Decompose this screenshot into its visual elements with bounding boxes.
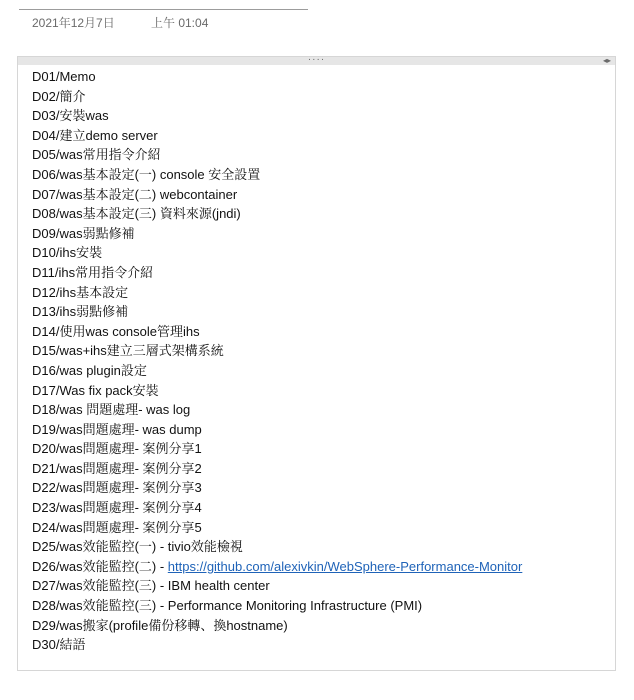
list-item[interactable] — [32, 381, 602, 401]
list-item[interactable] — [32, 635, 602, 655]
note-container[interactable] — [17, 56, 616, 671]
list-item[interactable] — [32, 302, 602, 322]
list-item[interactable] — [32, 204, 602, 224]
list-item-text: D04/建立demo server — [32, 127, 158, 143]
list-item-text: D29/was搬家(profile備份移轉、換hostname) — [32, 617, 288, 633]
list-item[interactable] — [32, 243, 602, 263]
list-item[interactable] — [32, 616, 602, 636]
list-item[interactable] — [32, 478, 602, 498]
list-item-text: D08/was基本設定(三) 資料來源(jndi) — [32, 206, 241, 222]
list-item-text: D14/使用was console管理ihs — [32, 323, 200, 339]
list-item-text: D01/Memo — [32, 69, 96, 84]
list-item-text: D20/was問題處理- 案例分享1 — [32, 441, 202, 457]
drag-handle-icon[interactable]: ···· — [307, 54, 326, 65]
list-item-text: D12/ihs基本設定 — [32, 284, 129, 300]
list-item[interactable] — [32, 498, 602, 518]
list-item[interactable] — [32, 341, 602, 361]
list-item-text: D26/was效能監控(二) - — [32, 558, 168, 574]
list-item[interactable] — [32, 165, 602, 185]
list-item[interactable] — [32, 106, 602, 126]
list-item-text: D10/ihs安裝 — [32, 245, 103, 261]
list-item-text: D24/was問題處理- 案例分享5 — [32, 519, 202, 535]
list-item-text: D21/was問題處理- 案例分享2 — [32, 460, 202, 476]
list-item[interactable] — [32, 145, 602, 165]
list-item[interactable] — [32, 537, 602, 557]
container-title-bar[interactable] — [18, 54, 615, 65]
list-item[interactable] — [32, 518, 602, 538]
list-item-text: D25/was效能監控(一) - tivio效能檢視 — [32, 539, 243, 555]
list-item-text: D19/was問題處理- was dump — [32, 421, 202, 437]
list-item[interactable] — [32, 67, 602, 87]
list-item[interactable] — [32, 263, 602, 283]
list-item[interactable] — [32, 400, 602, 420]
list-item[interactable] — [32, 87, 602, 107]
list-item-text: D18/was 問題處理- was log — [32, 402, 191, 418]
list-item[interactable] — [32, 126, 602, 146]
meta-divider — [19, 9, 308, 10]
list-item[interactable] — [32, 557, 602, 577]
list-item-text: D02/簡介 — [32, 88, 86, 104]
list-item-text: D22/was問題處理- 案例分享3 — [32, 480, 202, 496]
list-item-text: D15/was+ihs建立三層式架構系統 — [32, 343, 224, 359]
list-item[interactable] — [32, 224, 602, 244]
list-item-text: D27/was效能監控(三) - IBM health center — [32, 578, 270, 594]
list-item[interactable] — [32, 576, 602, 596]
list-item[interactable] — [32, 439, 602, 459]
list-item[interactable] — [32, 420, 602, 440]
list-item[interactable] — [32, 596, 602, 616]
list-item-text: D23/was問題處理- 案例分享4 — [32, 500, 202, 516]
page-date: 2021年12月7日 — [32, 16, 115, 30]
list-item[interactable] — [32, 283, 602, 303]
resize-handle-icon[interactable]: ◂▸ — [602, 56, 611, 65]
list-item-text: D03/安裝was — [32, 108, 109, 124]
list-item-text: D05/was常用指令介紹 — [32, 147, 161, 163]
list-item-text: D13/ihs弱點修補 — [32, 304, 129, 320]
list-item-link[interactable]: https://github.com/alexivkin/WebSphere-Performance-Monitor — [167, 558, 523, 574]
list-item-text: D30/結語 — [32, 637, 86, 653]
list-item-text: D17/Was fix pack安裝 — [32, 382, 159, 398]
memo-list — [32, 67, 602, 655]
list-item-text: D07/was基本設定(二) webcontainer — [32, 186, 238, 202]
list-item[interactable] — [32, 459, 602, 479]
list-item-text: D28/was效能監控(三) - Performance Monitoring Infrastructure (PMI) — [32, 598, 423, 614]
list-item-text: D16/was plugin設定 — [32, 362, 147, 378]
list-item[interactable] — [32, 185, 602, 205]
list-item-text: D09/was弱點修補 — [32, 225, 135, 241]
list-item[interactable] — [32, 322, 602, 342]
list-item-text: D11/ihs常用指令介紹 — [32, 264, 154, 280]
list-item[interactable] — [32, 361, 602, 381]
page-time: 上午 01:04 — [151, 16, 209, 30]
list-item-text: D06/was基本設定(一) console 安全設置 — [32, 166, 261, 182]
